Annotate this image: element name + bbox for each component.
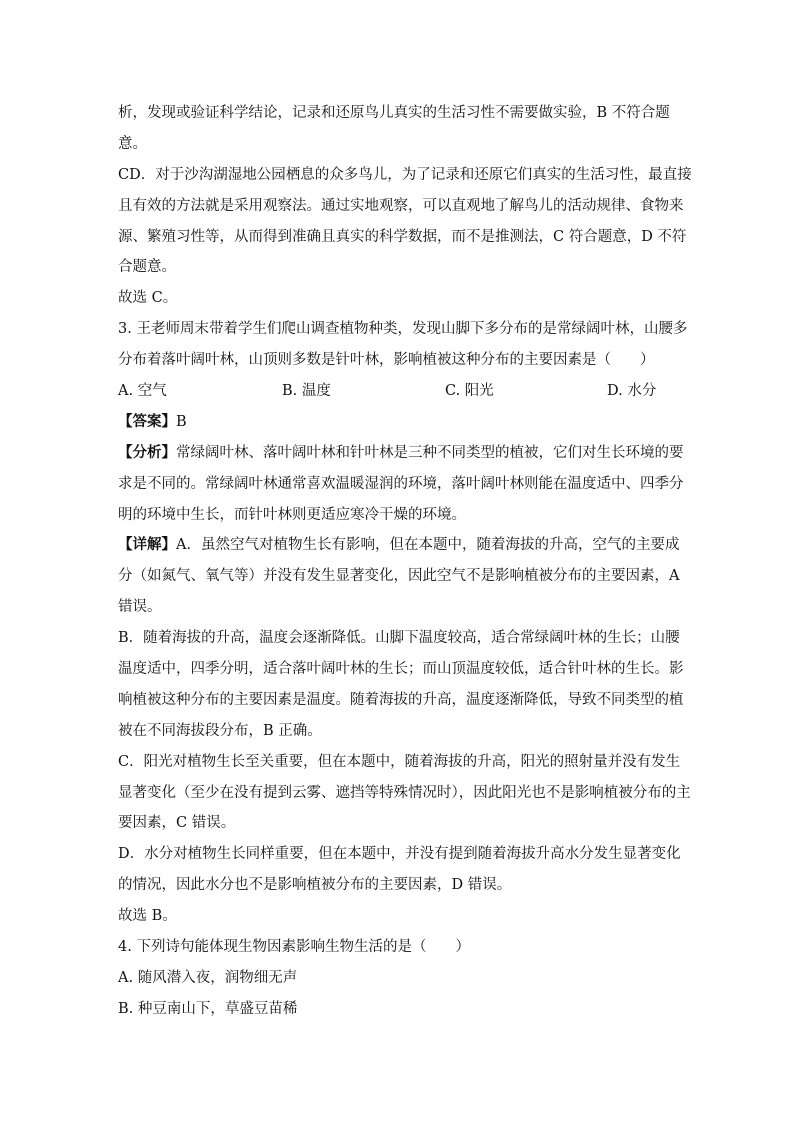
detail-line: 响植被这种分布的主要因素是温度。随着海拔的升高，温度逐渐降低，导致不同类型的植 (118, 691, 684, 708)
analysis-line (118, 438, 684, 469)
analysis-text: 常绿阔叶林、落叶阔叶林和针叶林是三种不同类型的植被，它们对生长环境的要 (176, 444, 684, 461)
text-line: 且有效的方法就是采用观察法。通过实地观察，可以直观地了解鸟儿的活动规律、食物来 (118, 197, 684, 214)
conclusion-line: 故选 C。 (118, 290, 178, 307)
answer-value: B (176, 413, 187, 430)
answer-label: 【答案】 (118, 412, 176, 430)
analysis-line: 求是不同的。常绿阔叶林通常喜欢温暖湿润的环境，落叶阔叶林则能在温度适中、四季分 (118, 475, 684, 492)
question-4-option-a: A. 随风潜入夜，润物细无声 (118, 969, 298, 986)
text-line: 析，发现或验证科学结论，记录和还原鸟儿真实的生活习性不需要做实验，B 不符合题 (118, 105, 670, 121)
detail-line: 被在不同海拔段分布，B 正确。 (118, 722, 322, 739)
text-line: CD．对于沙沟湖湿地公园栖息的众多鸟儿，为了记录和还原它们真实的生活习性，最直接 (118, 166, 692, 183)
question-3-options (118, 376, 678, 407)
detail-line: D．水分对植物生长同样重要，但在本题中，并没有提到随着海拔升高水分发生显著变化 (118, 846, 681, 863)
detail-line: B．随着海拔的升高，温度会逐渐降低。山脚下温度较高，适合常绿阔叶林的生长；山腰 (118, 630, 680, 647)
option-c: C. 阳光 (445, 383, 494, 400)
option-a: A. 空气 (118, 383, 167, 400)
analysis-label: 【分析】 (118, 443, 176, 461)
option-d: D. 水分 (607, 383, 657, 400)
answer-line (118, 407, 678, 438)
detail-line: 要因素，C 错误。 (118, 815, 236, 832)
text-line: 意。 (118, 135, 147, 152)
question-4-option-b: B. 种豆南山下，草盛豆苗稀 (118, 1000, 298, 1017)
question-3-stem: 分布着落叶阔叶林，山顶则多数是针叶林，影响植被这种分布的主要因素是（ ） (118, 352, 655, 369)
detail-line: 分（如氮气、氧气等）并没有发生显著变化，因此空气不是影响植被分布的主要因素，A (118, 568, 680, 585)
detail-line: 显著变化（至少在没有提到云雾、遮挡等特殊情况时），因此阳光也不是影响植被分布的主 (118, 784, 691, 801)
text-line: 合题意。 (118, 259, 176, 276)
detail-label: 【详解】 (118, 536, 176, 554)
analysis-line: 明的环境中生长，而针叶林则更适应寒冷干燥的环境。 (118, 506, 466, 523)
detail-line: 温度适中，四季分明，适合落叶阔叶林的生长；而山顶温度较低，适合针叶林的生长。影 (118, 661, 684, 678)
detail-line (118, 530, 678, 561)
text-line: 源、繁殖习性等，从而得到准确且真实的科学数据，而不是推测法，C 符合题意，D 不符 (118, 228, 687, 245)
document-page (118, 98, 692, 1025)
question-4-stem: 4. 下列诗句能体现生物因素影响生物生活的是（ ） (118, 939, 470, 956)
option-b: B. 温度 (282, 383, 331, 400)
detail-line: C．阳光对植物生长至关重要，但在本题中，随着海拔的升高，阳光的照射量并没有发生 (118, 753, 681, 770)
detail-text: A．虽然空气对植物生长有影响，但在本题中，随着海拔的升高，空气的主要成 (176, 537, 680, 554)
detail-line: 错误。 (118, 599, 162, 616)
detail-line: 的情况，因此水分也不是影响植被分布的主要因素，D 错误。 (118, 877, 512, 894)
conclusion-line: 故选 B。 (118, 908, 177, 925)
question-3-stem: 3. 王老师周末带着学生们爬山调查植物种类，发现山脚下多分布的是常绿阔叶林，山腰多 (118, 321, 688, 338)
